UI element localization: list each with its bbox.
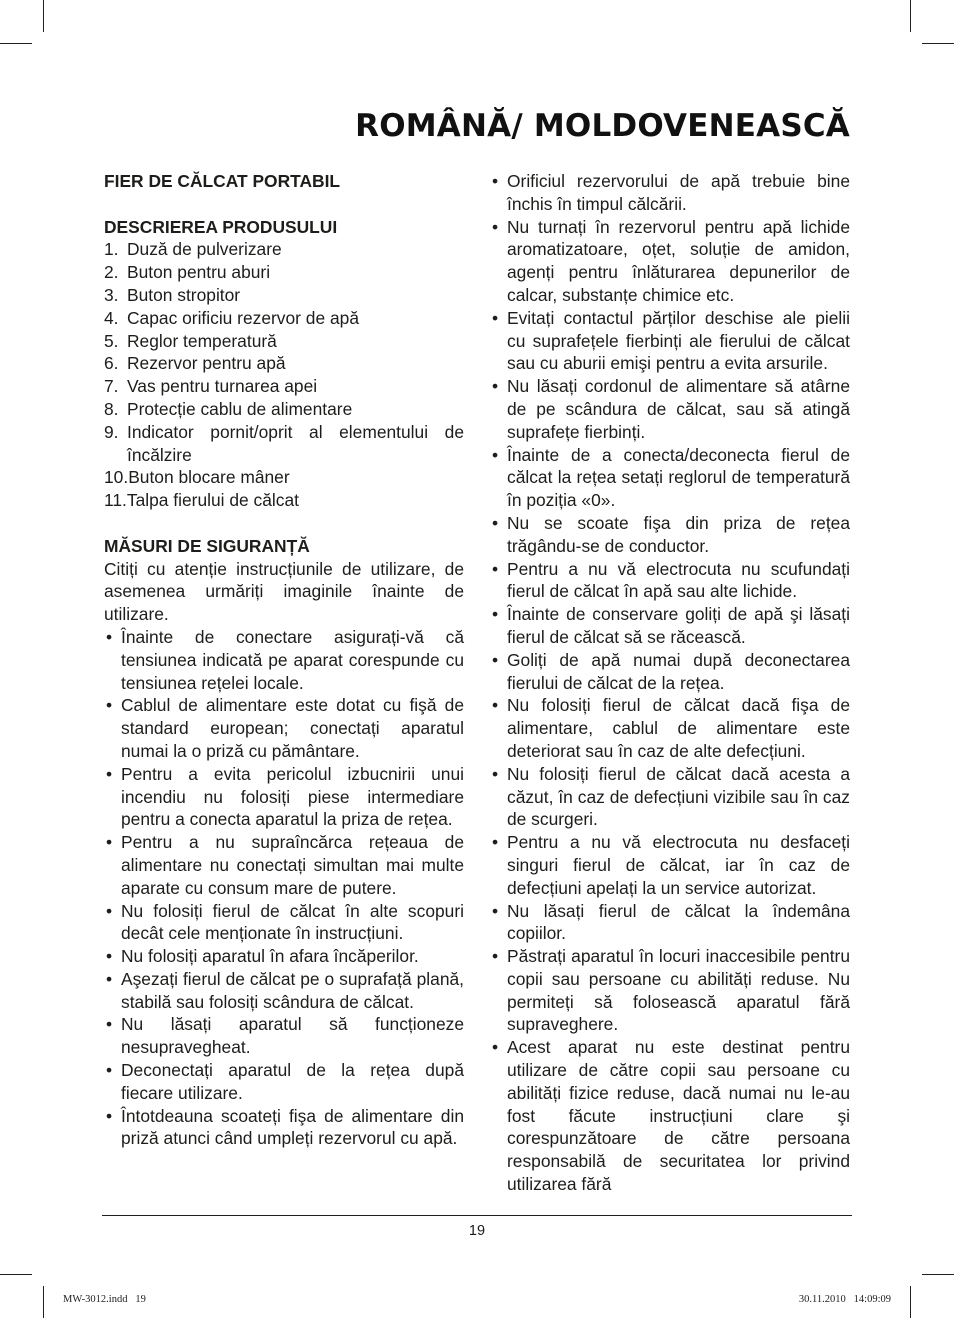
crop-mark [43,1286,44,1318]
list-item: • Nu lăsați fierul de călcat la îndemâna copiilor. [490,900,850,946]
description-title: DESCRIEREA PRODUSULUI [104,216,338,237]
file-slug: MW-3012.indd 19 [63,1294,146,1305]
item-text: Talpa fierului de călcat [126,490,299,511]
item-number: 9. [104,421,119,442]
parts-list [104,238,464,512]
list-item: • Întotdeauna scoateți fişa de alimentare din priză atunci când umpleți rezervorul cu apă. [104,1105,464,1151]
list-item: • Pentru a nu vă electrocuta nu scufundați fierul de călcat în apă sau alte lichide. [490,558,850,604]
date-slug: 30.11.2010 14:09:09 [798,1294,891,1305]
list-item [104,489,464,512]
item-number: 1. [104,239,119,260]
safety-list-left [104,626,464,1150]
list-item: • Nu lăsați cordonul de alimentare să atârne de pe scândura de călcat, sau să atingă suprafețe fierbinți. [490,375,850,443]
crop-mark [922,43,954,44]
product-title: FIER DE CĂLCAT PORTABIL [104,171,341,191]
item-number: 7. [104,376,119,397]
page-heading: ROMÂNĂ/ MOLDOVENEASCĂ [355,108,850,144]
item-number: 10. [104,467,129,488]
list-item: • Evitați contactul părților deschise ale pielii cu suprafețele fierbinți ale fierului de călcat sau cu aburii emişi pentru a evita arsurile. [490,307,850,375]
item-number: 11. [104,490,127,511]
item-text: Capac orificiu rezervor de apă [127,307,359,328]
crop-mark [910,1286,911,1318]
item-number: 2. [104,262,119,283]
spacer [104,512,464,535]
list-item [104,261,464,284]
item-text: Buton stropitor [127,284,241,305]
item-number: 3. [104,284,119,305]
list-item [104,307,464,330]
list-item: • Înainte de conservare goliți de apă şi lăsați fierul de călcat să se răcească. [490,603,850,649]
list-item [104,284,464,307]
safety-intro: Citiți cu atenție instrucțiunile de utilizare, de asemenea urmăriți imaginile înainte de utilizare. [104,558,464,625]
list-item: • Deconectați aparatul de la rețea după fiecare utilizare. [104,1059,464,1105]
list-item: • Pentru a evita pericolul izbucnirii unui incendiu nu folosiți piese intermediare pentru a conecta aparatul la priza de rețea. [104,763,464,831]
list-item: • Nu se scoate fişa din priza de rețea trăgându-se de conductor. [490,512,850,558]
list-item [104,375,464,398]
list-item: • Pentru a nu supraîncărca rețeaua de alimentare nu conectați simultan mai multe aparate cu consum mare de putere. [104,831,464,899]
list-item: • Înainte de conectare asigurați-vă că tensiunea indicată pe aparat corespunde cu tensiunea rețelei locale. [104,626,464,694]
list-item: • Păstrați aparatul în locuri inaccesibile pentru copii sau persoane cu abilități reduse. Nu permiteți să folosească aparatul fără supraveghere. [490,945,850,1036]
list-item: • Goliți de apă numai după deconectarea fierului de călcat de la rețea. [490,649,850,695]
list-item: • Nu turnați în rezervorul pentru apă lichide aromatizatoare, oțet, soluție de amidon, agenți pentru înlăturarea depunerilor de calcar, substanțe chimice etc. [490,216,850,307]
crop-mark [43,0,44,32]
list-item: • Cablul de alimentare este dotat cu fişă de standard european; conectați aparatul numai la o priză cu pământare. [104,694,464,762]
list-item [104,421,464,467]
item-text: Buton pentru aburi [127,262,271,283]
item-text: Rezervor pentru apă [127,353,286,374]
list-item: • Aşezați fierul de călcat pe o suprafață plană, stabilă sau folosiți scândura de călcat. [104,968,464,1014]
list-item: • Nu folosiți aparatul în afara încăperilor. [104,945,464,968]
list-item [104,398,464,421]
item-number: 6. [104,353,119,374]
list-item: • Acest aparat nu este destinat pentru utilizare de către copii sau persoane cu abilități fizice reduse, dacă numai nu le-au fost făcute instrucțiuni clare şi corespunzătoare de către persoana responsabilă de securitatea lor privind utilizarea fără [490,1036,850,1196]
item-number: 5. [104,330,119,351]
list-item: • Orificiul rezervorului de apă trebuie bine închis în timpul călcării. [490,170,850,216]
crop-mark [910,0,911,32]
list-item [104,352,464,375]
list-item: • Nu folosiți fierul de călcat dacă acesta a căzut, în caz de defecțiuni vizibile sau în caz de scurgeri. [490,763,850,831]
list-item [104,238,464,261]
item-text: Protecție cablu de alimentare [127,398,353,419]
item-text: Reglor temperatură [127,330,277,351]
list-item: • Nu folosiți fierul de călcat dacă fişa de alimentare, cablul de alimentare este deteriorat sau în caz de alte defecțiuni. [490,694,850,762]
list-item: • Nu folosiți fierul de călcat în alte scopuri decât cele menționate în instrucțiuni. [104,900,464,946]
list-item: • Nu lăsați aparatul să funcționeze nesupravegheat. [104,1013,464,1059]
list-item [104,330,464,353]
left-column [104,170,464,1150]
footer-rule [102,1215,852,1216]
item-text: Buton blocare mâner [128,467,290,488]
list-item: • Pentru a nu vă electrocuta nu desfaceți singuri fierul de călcat, iar în caz de defecțiuni apelați la un service autorizat. [490,831,850,899]
item-text: Indicator pornit/oprit al elementului de încălzire [127,421,464,465]
safety-list-right [490,170,850,1196]
item-text: Duză de pulverizare [127,239,282,260]
page-number: 19 [468,1223,486,1239]
item-text: Vas pentru turnarea apei [127,376,318,397]
right-column [490,170,850,1196]
crop-mark [0,43,32,44]
crop-mark [922,1274,954,1275]
spacer [104,193,464,216]
safety-title: MĂSURI DE SIGURANȚĂ [104,535,310,556]
list-item: • Înainte de a conecta/deconecta fierul de călcat la rețea setați reglorul de temperatură în poziția «0». [490,444,850,512]
item-number: 8. [104,398,119,419]
list-item [104,466,464,489]
crop-mark [0,1274,32,1275]
item-number: 4. [104,307,119,328]
